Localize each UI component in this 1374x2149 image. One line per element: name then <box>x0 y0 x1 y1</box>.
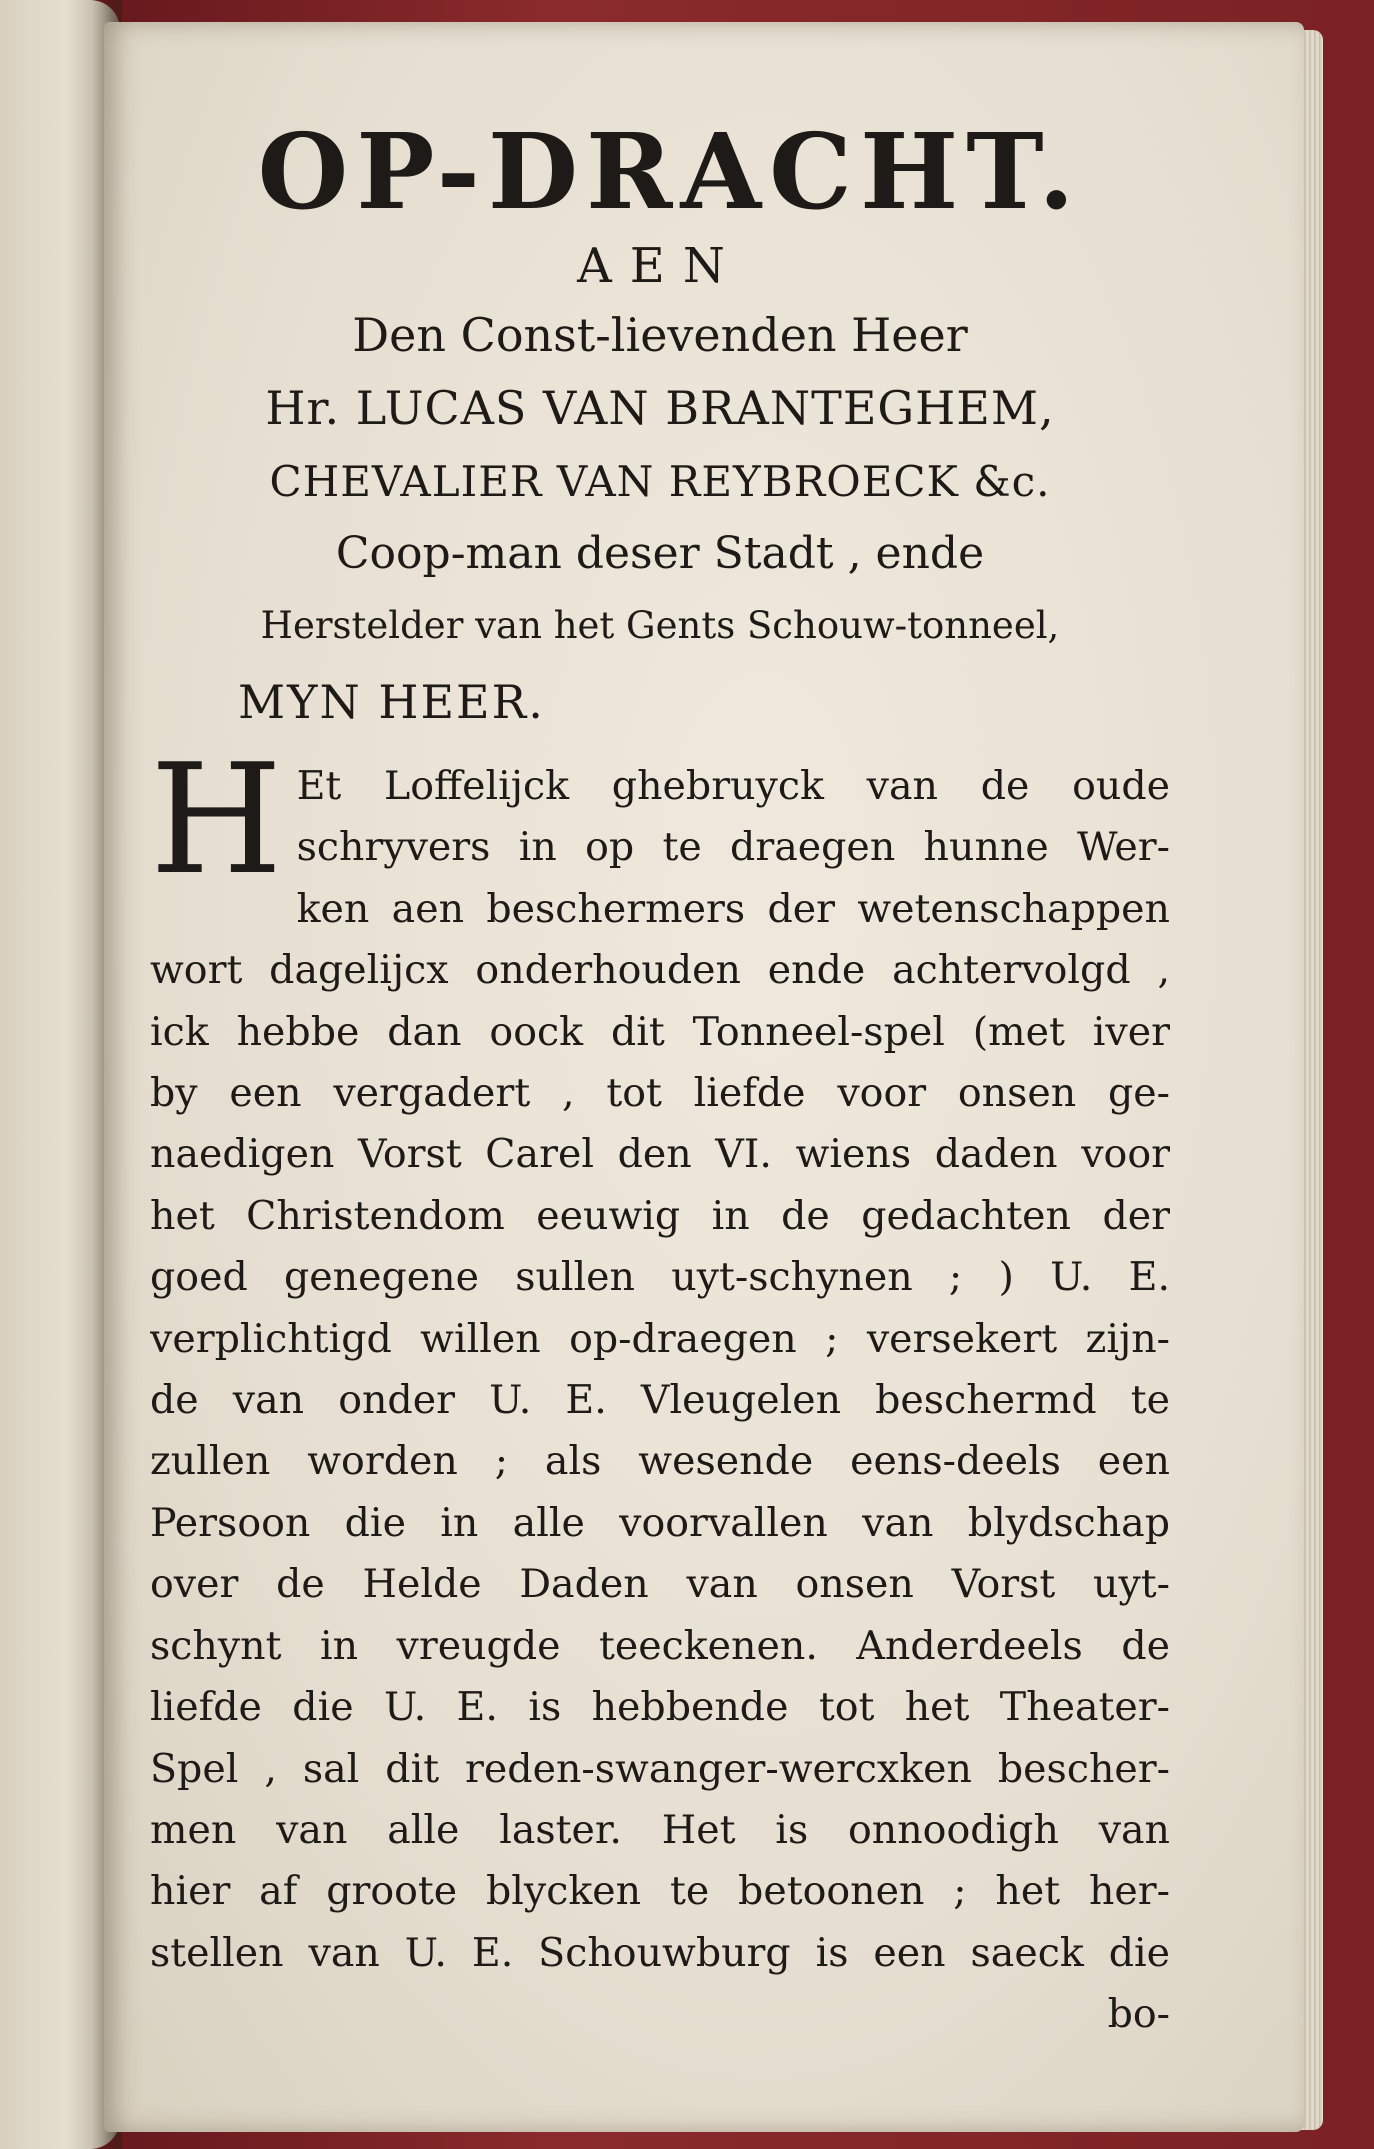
body-line: by een vergadert , tot liefde voor onsen ge- <box>150 1070 1170 1117</box>
body-paragraph <box>150 731 1170 2046</box>
dedication-title: CHEVALIER VAN REYBROECK &c. <box>269 457 1051 506</box>
body-line: ken aen beschermers der wetenschappen <box>296 885 1170 932</box>
body-line: het Christendom eeuwig in de gedachten der <box>150 1192 1170 1239</box>
dedication-name: Hr. LUCAS VAN BRANTEGHEM, <box>265 381 1055 435</box>
body-line: goed genegene sullen uyt-schynen ; ) U. E. <box>150 1254 1170 1301</box>
body-line: Et Loffelijck ghebruyck van de oude <box>296 763 1170 809</box>
drop-cap: H <box>150 731 283 908</box>
catchword: bo- <box>1107 1991 1170 2038</box>
body-line: hier af groote blycken te betoonen ; het her- <box>150 1868 1170 1915</box>
salutation: MYN HEER. <box>238 675 545 729</box>
page-title: OP-DRACHT. <box>257 110 1083 233</box>
dedication-line-1: Den Const-lievenden Heer <box>352 308 968 362</box>
page-text <box>150 112 1170 2046</box>
body-line: schryvers in op te draegen hunne Wer- <box>296 824 1170 871</box>
body-line: schynt in vreugde teeckenen. Anderdeels de <box>150 1622 1170 1669</box>
body-line: de van onder U. E. Vleugelen beschermd te <box>150 1377 1170 1424</box>
body-line: zullen worden ; als wesende eens-deels een <box>150 1438 1170 1485</box>
body-line: liefde die U. E. is hebbende tot het Theater- <box>150 1684 1170 1731</box>
body-line: naedigen Vorst Carel den VI. wiens daden voor <box>150 1131 1170 1178</box>
body-line: stellen van U. E. Schouwburg is een saeck die <box>150 1929 1170 1976</box>
dedication-line-4: Coop-man deser Stadt , ende <box>335 528 985 579</box>
body-line: over de Helde Daden van onsen Vorst uyt- <box>150 1561 1170 1608</box>
body-line: Spel , sal dit reden-swanger-wercxken bescher- <box>150 1745 1170 1792</box>
dedication-aen: AEN <box>577 238 743 294</box>
body-line: ick hebbe dan oock dit Tonneel-spel (met iver <box>150 1008 1170 1055</box>
dedication-line-5: Herstelder van het Gents Schouw-tonneel, <box>260 604 1060 647</box>
body-line: men van alle laster. Het is onnoodigh van <box>150 1806 1170 1853</box>
body-line: wort dagelijcx onderhouden ende achtervolgd , <box>150 947 1170 994</box>
body-line: verplichtigd willen op-draegen ; versekert zijn- <box>150 1315 1170 1362</box>
body-line: Persoon die in alle voorvallen van blydschap <box>150 1499 1170 1546</box>
